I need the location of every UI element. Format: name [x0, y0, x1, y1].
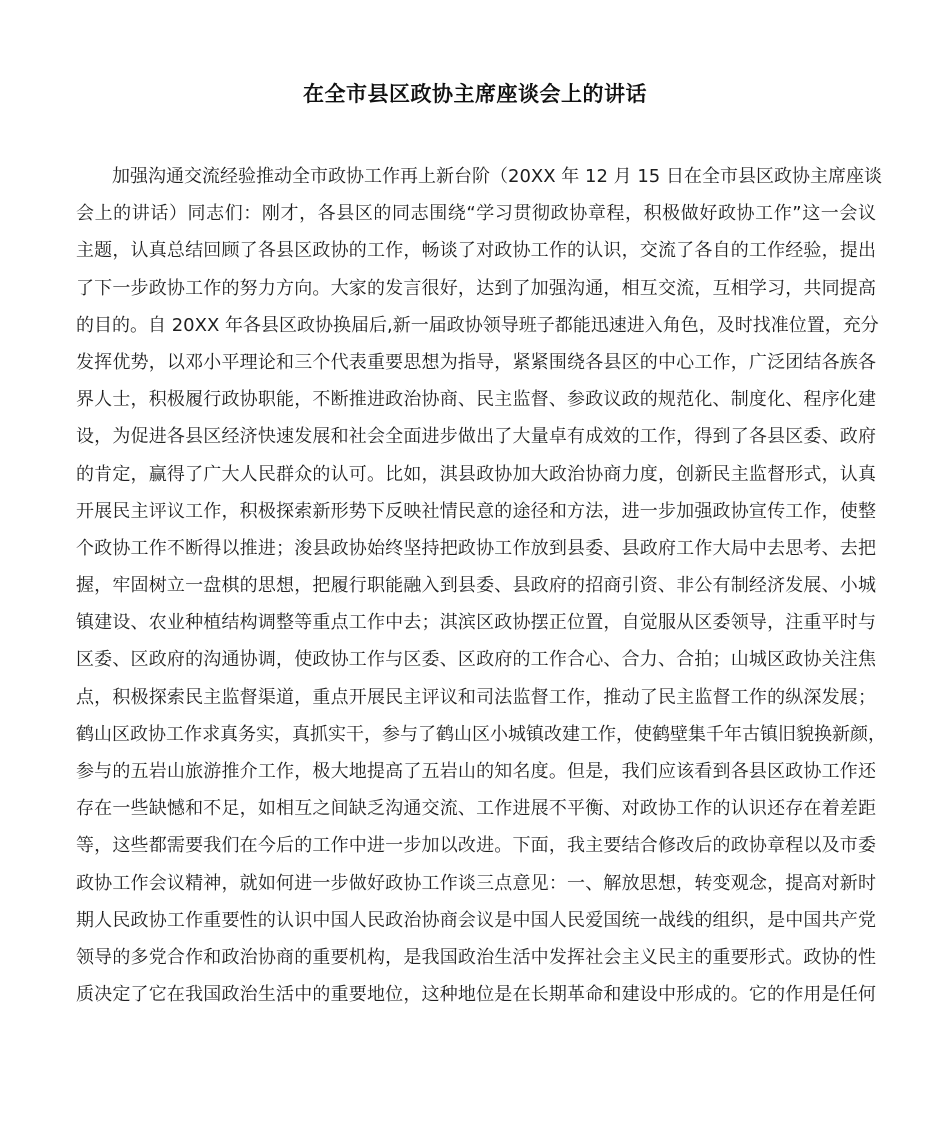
body-line: 点，积极探索民主监督渠道，重点开展民主评议和司法监督工作，推动了民主监督工作的纵深发展； — [76, 686, 876, 708]
body-line: 的目的。自 20XX 年各县区政协换届后,新一届政协领导班子都能迅速进入角色，及时找准位置，充分 — [76, 314, 879, 336]
body-line: 发挥优势，以邓小平理论和三个代表重要思想为指导，紧紧围绕各县区的中心工作，广泛团结各族各 — [76, 351, 876, 373]
body-line: 区委、区政府的沟通协调，使政协工作与区委、区政府的工作合心、合力、合拍；山城区政协关注焦 — [76, 649, 876, 671]
body-line: 加强沟通交流经验推动全市政协工作再上新台阶（20XX 年 12 月 15 日在全市县区政协主席座谈 — [112, 166, 882, 187]
body-line: 了下一步政协工作的努力方向。大家的发言很好，达到了加强沟通，相互交流，互相学习，共同提高 — [76, 277, 876, 299]
body-line: 存在一些缺憾和不足，如相互之间缺乏沟通交流、工作进展不平衡、对政协工作的认识还存在着差距 — [76, 798, 876, 820]
body-line: 政协工作会议精神，就如何进一步做好政协工作谈三点意见：一、解放思想，转变观念，提高对新时 — [76, 872, 876, 894]
body-line: 质决定了它在我国政治生活中的重要地位，这种地位是在长期革命和建设中形成的。它的作用是任何 — [76, 984, 876, 1006]
body-line: 握，牢固树立一盘棋的思想，把履行职能融入到县委、县政府的招商引资、非公有制经济发展、小城 — [76, 575, 876, 597]
body-line: 参与的五岩山旅游推介工作，极大地提高了五岩山的知名度。但是，我们应该看到各县区政协工作还 — [76, 761, 876, 782]
body-line: 个政协工作不断得以推进；浚县政协始终坚持把政协工作放到县委、县政府工作大局中去思考、去把 — [76, 537, 876, 559]
body-line: 镇建设、农业种植结构调整等重点工作中去；淇滨区政协摆正位置，自觉服从区委领导，注重平时与 — [76, 612, 876, 634]
body-line: 主题，认真总结回顾了各县区政协的工作，畅谈了对政协工作的认识，交流了各自的工作经验，提出 — [76, 240, 876, 262]
body-line: 会上的讲话）同志们：刚才，各县区的同志围绕“学习贯彻政协章程，积极做好政协工作”这一会议 — [76, 203, 876, 225]
body-line: 领导的多党合作和政治协商的重要机构，是我国政治生活中发挥社会主义民主的重要形式。政协的性 — [76, 946, 876, 968]
document-title: 在全市县区政协主席座谈会上的讲话 — [303, 82, 647, 106]
body-line: 设，为促进各县区经济快速发展和社会全面进步做出了大量卓有成效的工作，得到了各县区委、政府 — [76, 426, 876, 448]
body-line: 的肯定，赢得了广大人民群众的认可。比如，淇县政协加大政治协商力度，创新民主监督形式，认真 — [76, 463, 876, 485]
body-line: 界人士，积极履行政协职能，不断推进政治协商、民主监督、参政议政的规范化、制度化、程序化建 — [76, 389, 876, 411]
body-line: 期人民政协工作重要性的认识中国人民政治协商会议是中国人民爱国统一战线的组织，是中国共产党 — [76, 909, 876, 931]
document-body — [76, 158, 886, 1013]
body-line: 鹤山区政协工作求真务实，真抓实干，参与了鹤山区小城镇改建工作，使鹤壁集千年古镇旧貌换新颜， — [76, 723, 886, 745]
body-line: 开展民主评议工作，积极探索新形势下反映社情民意的途径和方法，进一步加强政协宣传工作，使整 — [76, 500, 876, 522]
body-line: 等，这些都需要我们在今后的工作中进一步加以改进。下面，我主要结合修改后的政协章程以及市委 — [76, 835, 876, 857]
